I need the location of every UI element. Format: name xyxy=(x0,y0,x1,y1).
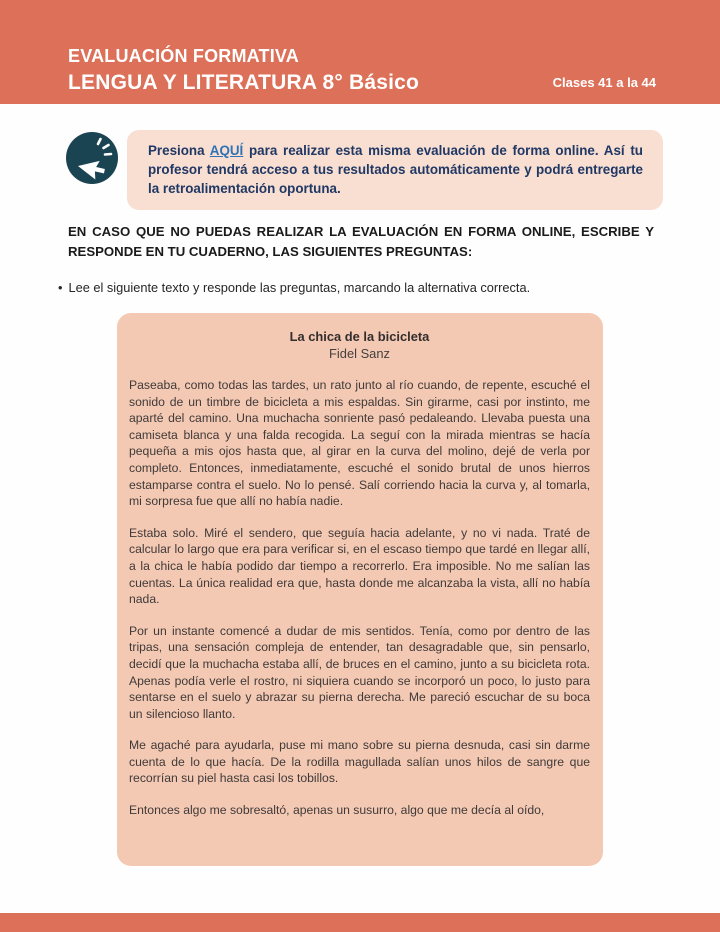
online-evaluation-link[interactable]: AQUÍ xyxy=(209,143,244,158)
bullet-instruction xyxy=(58,279,658,296)
notice-text-before: Presiona xyxy=(148,143,210,158)
classes-range-label: Clases 41 a la 44 xyxy=(552,75,656,90)
reading-paragraph: Paseaba, como todas las tardes, un rato junto al río cuando, de repente, escuché el sonido de un timbre de bicicleta a mis espaldas. Sin girarme, casi por instinto, me aparté del camino. Una muchacha sonriente pasó pedaleando. Llevaba puesta una camiseta blanca y una falda recogida. La seguí con la mirada mientras se hacía pequeña a mis ojos hasta que, al girar en la curva del molino, dejé de verla por completo. Entonces, inmediatamente, escuché el sonido brutal de unos hierros estamparse contra el suelo. No lo pensé. Salí corriendo hacia la curva y, al tomarla, mi sorpresa fue que allí no había nadie. xyxy=(129,378,590,509)
reading-body xyxy=(129,377,590,819)
online-notice-text xyxy=(148,141,643,198)
reading-paragraph: Entonces algo me sobresaltó, apenas un susurro, algo que me decía al oído, xyxy=(129,803,545,818)
online-notice-box xyxy=(127,130,663,210)
reading-author: Fidel Sanz xyxy=(329,346,390,361)
footer-bar xyxy=(0,913,720,932)
reading-paragraph: Me agaché para ayudarla, puse mi mano sobre su pierna desnuda, casi sin darme cuenta de lo que hacía. De la rodilla magullada salían unos hilos de sangre que recorrían su piel hasta casi los tobillos. xyxy=(129,738,590,786)
reading-paragraph: Estaba solo. Miré el sendero, que seguía hacia adelante, y no vi nada. Traté de calcular lo largo que era para verificar si, en el escaso tiempo que tardé en llegar allí, a la chica le había podido dar tiempo a recorrerlo. Era imposible. No me salían las cuentas. La única realidad era que, hasta donde me alcanzaba la vista, allí no había nada. xyxy=(129,525,590,607)
reading-paragraph: Por un instante comencé a dudar de mis sentidos. Tenía, como por dentro de las tripas, una sensación compleja de entender, tan desagradable que, sin pensarlo, decidí que la muchacha estaba allí, de bruces en el camino, junto a su bicicleta rota. Apenas podía verle el rostro, ni siquiera cuando se incorporó un poco, lo justo para sentarse en el suelo y abrazar su pierna derecha. Me pareció escuchar de su boca un silencioso llanto. xyxy=(129,623,590,721)
offline-instruction: EN CASO QUE NO PUEDAS REALIZAR LA EVALUACIÓN EN FORMA ONLINE, ESCRIBE Y RESPONDE EN TU CUADERNO, LAS SIGUIENTES PREGUNTAS: xyxy=(68,224,654,259)
page-header xyxy=(0,0,720,104)
bullet-instruction-text: Lee el siguiente texto y responde las preguntas, marcando la alternativa correcta. xyxy=(68,280,531,295)
header-titles xyxy=(68,45,419,96)
bullet-marker: • xyxy=(58,280,63,295)
reading-title: La chica de la bicicleta xyxy=(289,329,430,344)
reading-passage-box xyxy=(117,313,603,866)
evaluation-title: EVALUACIÓN FORMATIVA xyxy=(68,46,299,67)
subject-title: LENGUA Y LITERATURA 8° Básico xyxy=(68,70,420,94)
notice-text-after: para realizar esta misma evaluación de forma online. Así tu profesor tendrá acceso a tus resultados automáticamente y podrá entregarte la retroalimentación oportuna. xyxy=(148,143,643,196)
click-cursor-icon xyxy=(65,131,119,185)
